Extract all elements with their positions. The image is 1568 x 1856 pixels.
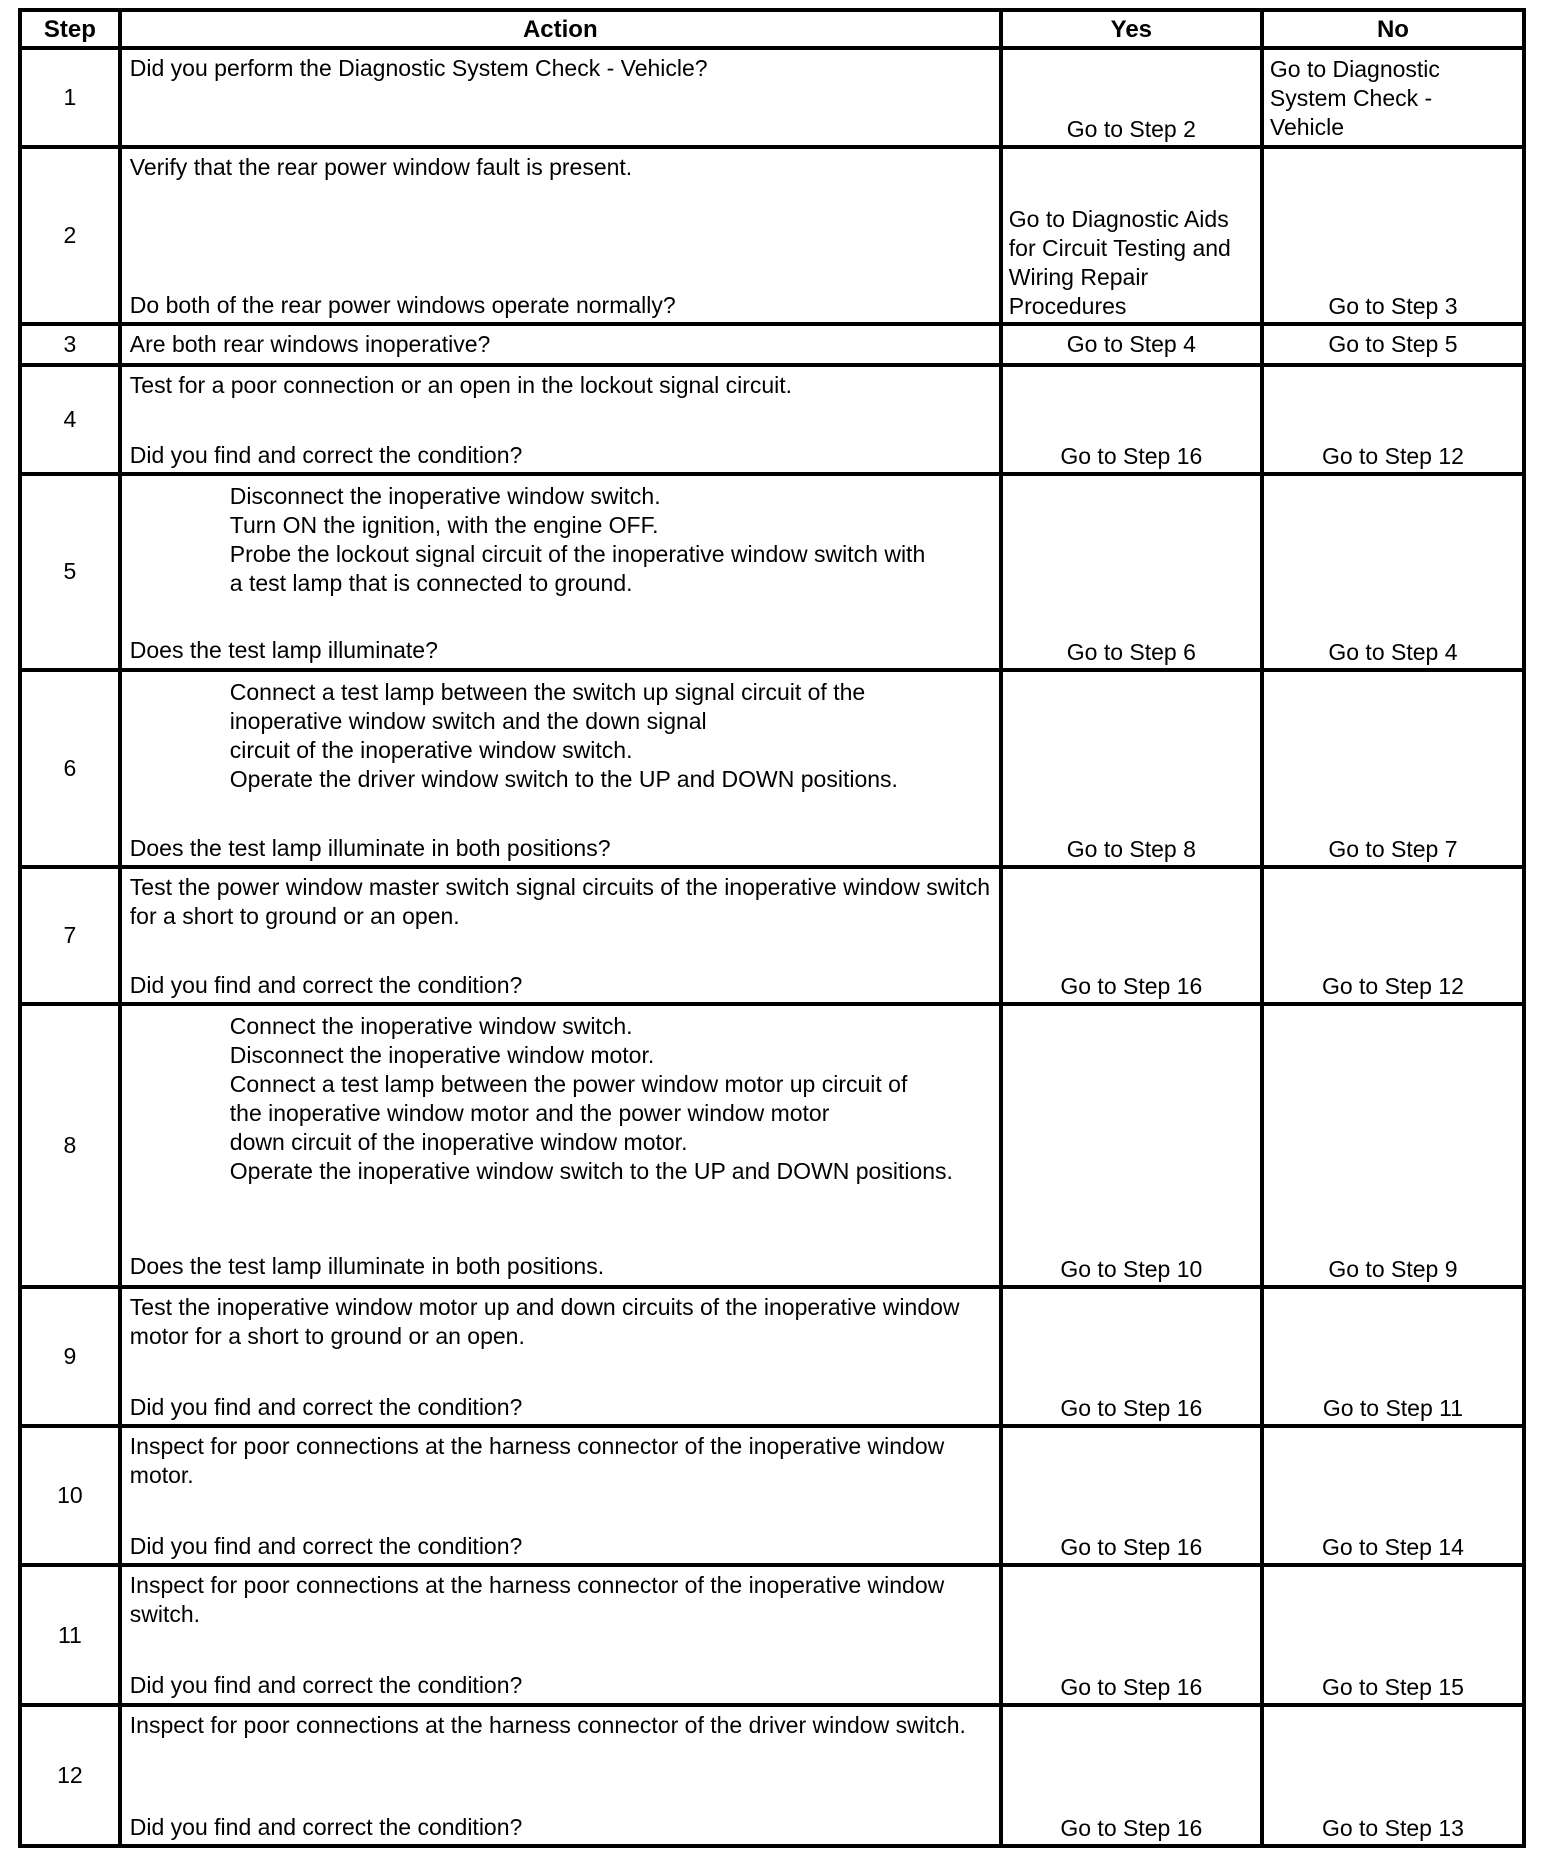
action-cell	[120, 1004, 1001, 1287]
action-question: Does the test lamp illuminate in both positions.	[129, 1253, 605, 1280]
action-steps	[130, 480, 991, 598]
table-row	[20, 48, 1524, 147]
action-step: Operate the inoperative window switch to the UP and DOWN positions.	[229, 1158, 953, 1185]
action-cell	[120, 365, 1001, 474]
no-cell	[1262, 324, 1524, 364]
no-result: Go to Step 9	[1328, 1255, 1458, 1282]
yes-result: Go to Step 16	[1060, 1815, 1203, 1841]
action-text: Are both rear windows inoperative?	[129, 331, 491, 358]
step-number: 3	[20, 324, 120, 364]
header-row	[20, 10, 1524, 48]
action-question: Did you find and correct the condition?	[129, 441, 523, 468]
table-row	[20, 474, 1524, 670]
no-cell	[1262, 670, 1524, 868]
yes-cell	[1001, 48, 1262, 147]
action-cell	[120, 1705, 1001, 1846]
table-row	[20, 365, 1524, 474]
action-step: Disconnect the inoperative window switch.	[229, 482, 661, 509]
yes-result: Go to Step 16	[1060, 1673, 1203, 1700]
yes-cell	[1001, 1426, 1262, 1565]
yes-result: Go to Step 16	[1060, 1395, 1203, 1422]
step-number: 1	[20, 48, 120, 147]
step-number: 5	[20, 474, 120, 670]
action-step: Connect a test lamp between the switch up signal circuit of the inoperative window switch and the down signal circuit of the inoperative window switch.	[229, 678, 866, 763]
action-cell	[120, 867, 1001, 1004]
yes-result: Go to Step 16	[1060, 973, 1203, 1000]
no-result: Go to Step 7	[1328, 836, 1458, 863]
action-cell	[120, 474, 1001, 670]
no-cell	[1262, 474, 1524, 670]
yes-cell	[1001, 474, 1262, 670]
header-step: Step	[20, 10, 120, 48]
action-text: Test the inoperative window motor up and down circuits of the inoperative window motor for a short to ground or an open.	[129, 1293, 960, 1349]
no-result: Go to Step 12	[1321, 973, 1464, 1000]
table-row	[20, 1287, 1524, 1426]
step-number: 7	[20, 867, 120, 1004]
table-row	[20, 147, 1524, 325]
step-number: 12	[20, 1705, 120, 1846]
action-text: Test for a poor connection or an open in the lockout signal circuit.	[129, 371, 793, 398]
action-step: Operate the driver window switch to the UP and DOWN positions.	[229, 765, 898, 792]
action-question: Did you find and correct the condition?	[129, 972, 523, 999]
action-cell	[120, 1565, 1001, 1704]
no-cell	[1262, 147, 1524, 325]
no-result: Go to Step 12	[1321, 442, 1464, 469]
no-cell	[1262, 1287, 1524, 1426]
action-question: Did you find and correct the condition?	[129, 1393, 523, 1420]
header-yes: Yes	[1001, 10, 1262, 48]
yes-result: Go to Step 16	[1060, 442, 1203, 469]
no-cell	[1262, 1565, 1524, 1704]
yes-result: Go to Step 16	[1060, 1534, 1203, 1561]
no-cell	[1262, 48, 1524, 147]
yes-result: Go to Step 4	[1066, 331, 1196, 358]
no-result: Go to Step 15	[1321, 1673, 1464, 1700]
yes-cell	[1001, 1565, 1262, 1704]
no-result: Go to Step 5	[1328, 331, 1458, 358]
action-text: Inspect for poor connections at the harness connector of the inoperative window switch.	[129, 1572, 945, 1628]
step-number: 6	[20, 670, 120, 868]
step-number: 11	[20, 1565, 120, 1704]
yes-cell	[1001, 867, 1262, 1004]
yes-cell	[1001, 1004, 1262, 1287]
action-text: Test the power window master switch signal circuits of the inoperative window switch for a short to ground or an open.	[129, 874, 991, 930]
yes-cell	[1001, 1705, 1262, 1846]
no-result: Go to Step 4	[1328, 638, 1458, 665]
step-number: 2	[20, 147, 120, 325]
action-text: Verify that the rear power window fault is present.	[129, 153, 633, 180]
action-cell	[120, 1287, 1001, 1426]
action-question: Did you find and correct the condition?	[129, 1533, 523, 1560]
action-cell	[120, 1426, 1001, 1565]
step-number: 9	[20, 1287, 120, 1426]
yes-cell	[1001, 324, 1262, 364]
action-text: Did you perform the Diagnostic System Check - Vehicle?	[129, 55, 708, 81]
no-cell	[1262, 1426, 1524, 1565]
table-row	[20, 1426, 1524, 1565]
action-cell	[120, 48, 1001, 147]
no-result: Go to Step 13	[1321, 1815, 1464, 1841]
yes-result: Go to Step 6	[1066, 638, 1196, 665]
header-action: Action	[120, 10, 1001, 48]
action-cell	[120, 670, 1001, 868]
yes-result: Go to Diagnostic Aids for Circuit Testing and Wiring Repair Procedures	[1008, 206, 1231, 320]
yes-result: Go to Step 10	[1060, 1255, 1203, 1282]
table-row	[20, 1705, 1524, 1846]
yes-cell	[1001, 670, 1262, 868]
diagnostic-table	[18, 8, 1526, 1848]
action-question: Did you find and correct the condition?	[129, 1672, 523, 1699]
no-result: Go to Diagnostic System Check - Vehicle	[1269, 56, 1440, 140]
table-row	[20, 1004, 1524, 1287]
no-cell	[1262, 1705, 1524, 1846]
yes-cell	[1001, 147, 1262, 325]
action-cell	[120, 324, 1001, 364]
action-step: Disconnect the inoperative window motor.	[229, 1042, 655, 1069]
action-text: Inspect for poor connections at the harness connector of the inoperative window motor.	[129, 1433, 945, 1489]
no-cell	[1262, 867, 1524, 1004]
no-cell	[1262, 1004, 1524, 1287]
yes-cell	[1001, 1287, 1262, 1426]
action-question: Do both of the rear power windows operate normally?	[129, 291, 676, 318]
header-no: No	[1262, 10, 1524, 48]
table-row	[20, 1565, 1524, 1704]
action-question: Did you find and correct the condition?	[129, 1813, 523, 1840]
step-number: 10	[20, 1426, 120, 1565]
table-row	[20, 670, 1524, 868]
yes-cell	[1001, 365, 1262, 474]
no-result: Go to Step 3	[1328, 293, 1458, 320]
step-number: 4	[20, 365, 120, 474]
action-steps	[130, 676, 991, 794]
action-question: Does the test lamp illuminate?	[129, 636, 438, 663]
action-question: Does the test lamp illuminate in both positions?	[129, 834, 611, 861]
action-step: Connect a test lamp between the power window motor up circuit of the inoperative window motor and the power window motor down circuit of the inoperative window motor.	[229, 1071, 908, 1156]
no-cell	[1262, 365, 1524, 474]
action-cell	[120, 147, 1001, 325]
yes-result: Go to Step 2	[1066, 115, 1196, 142]
yes-result: Go to Step 8	[1066, 836, 1196, 863]
table-row	[20, 324, 1524, 364]
action-steps	[130, 1010, 991, 1186]
step-number: 8	[20, 1004, 120, 1287]
action-text: Inspect for poor connections at the harness connector of the driver window switch.	[129, 1711, 966, 1738]
action-step: Connect the inoperative window switch.	[229, 1013, 633, 1040]
table-row	[20, 867, 1524, 1004]
no-result: Go to Step 14	[1321, 1534, 1464, 1561]
no-result: Go to Step 11	[1322, 1395, 1464, 1422]
action-step: Turn ON the ignition, with the engine OFF.	[229, 511, 659, 538]
action-step: Probe the lockout signal circuit of the inoperative window switch with a test lamp that is connected to ground.	[229, 540, 926, 596]
